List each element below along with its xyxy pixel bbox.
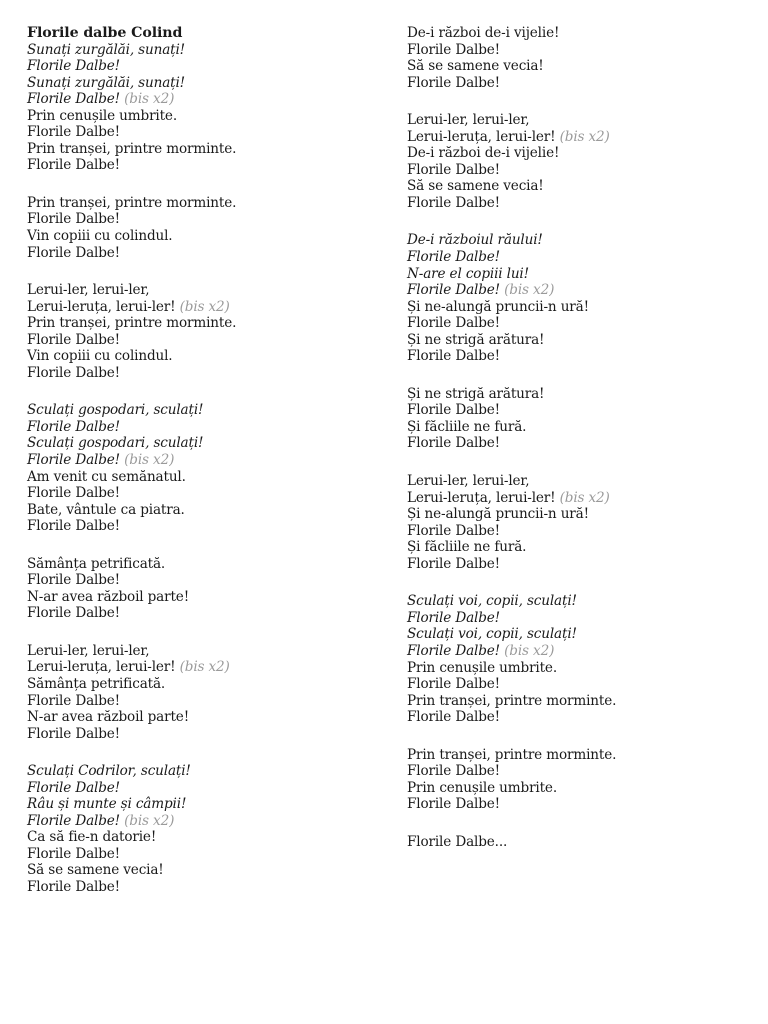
lyric-line [27,879,367,896]
lyric-text: Lerui-ler, lerui-ler, [407,112,530,129]
stanza [27,643,367,742]
lyric-text: Florile Dalbe! [27,211,120,228]
lyric-line [27,726,367,743]
lyric-text: Florile Dalbe... [407,833,508,850]
lyric-text: Florile Dalbe! [407,282,500,299]
lyric-text: Și făcliile ne fură. [407,539,527,556]
lyric-line [407,419,747,436]
lyric-text: Florile Dalbe! [407,402,500,419]
repeat-note: (bis x2) [179,298,230,315]
lyric-line [27,42,367,59]
lyric-text: Sculați Codrilor, sculați! [27,763,191,780]
stanza [27,556,367,622]
lyric-line [27,299,367,316]
lyric-text: Florile Dalbe! [27,364,120,381]
lyric-line [27,709,367,726]
lyric-text: Să se samene vecia! [27,862,164,879]
lyric-line [407,42,747,59]
lyric-line [27,228,367,245]
lyric-line [27,315,367,332]
stanza [407,747,747,813]
stanza [27,402,367,534]
lyric-text: Florile Dalbe! [27,518,120,535]
document-title: Florile dalbe Colind [27,25,183,41]
lyric-text: Și ne-alungă pruncii-n ură! [407,506,589,523]
lyric-text: Florile Dalbe! [27,485,120,502]
lyric-text: Florile Dalbe! [407,555,500,572]
lyric-text: Lerui-ler, lerui-ler, [27,282,150,299]
lyric-text: Să se samene vecia! [407,178,544,195]
stanza [407,593,747,725]
lyric-line [407,643,747,660]
lyric-text: Florile Dalbe! [407,435,500,452]
repeat-note: (bis x2) [504,642,555,659]
lyric-text: Florile Dalbe! [27,244,120,261]
lyric-line [27,108,367,125]
lyric-line [27,829,367,846]
lyric-line [407,332,747,349]
stanza [407,473,747,572]
lyric-text: Florile Dalbe! [27,91,120,108]
lyric-line [407,402,747,419]
repeat-note: (bis x2) [179,659,230,676]
lyric-line [27,348,367,365]
repeat-note: (bis x2) [504,282,555,299]
lyric-line [407,796,747,813]
lyric-line [407,145,747,162]
lyric-text: Florile Dalbe! [27,58,120,75]
lyric-text: De-i războiul răului! [407,232,543,249]
lyric-text: Florile Dalbe! [27,725,120,742]
lyric-text: Florile Dalbe! [407,41,500,58]
lyric-text: Prin cenușile umbrite. [407,659,557,676]
lyric-line [407,834,747,851]
lyric-text: Florile Dalbe! [407,609,500,626]
lyric-text: Florile Dalbe! [27,692,120,709]
lyric-line [407,162,747,179]
lyric-text: Sculați gospodari, sculați! [27,402,204,419]
lyric-text: Sămânța petrificată. [27,676,166,692]
lyric-line [407,435,747,452]
lyric-text: Florile Dalbe! [27,879,120,896]
lyric-line [407,386,747,403]
lyric-text: N-ar avea războil parte! [27,588,190,605]
lyric-text: N-ar avea războil parte! [27,709,190,726]
stanza [27,282,367,381]
lyric-line [27,518,367,535]
lyric-line [27,659,367,676]
lyric-line [27,862,367,879]
lyric-text: Florile Dalbe! [27,572,120,589]
lyric-text: Lerui-ler, lerui-ler, [407,473,530,490]
lyric-text: Florile Dalbe! [27,331,120,348]
lyric-text: Florile Dalbe! [27,157,120,174]
lyric-text: Și ne strigă arătura! [407,331,545,348]
repeat-note: (bis x2) [559,128,610,145]
lyric-line [407,75,747,92]
lyric-text: Prin tranșei, printre morminte. [407,692,617,709]
stanza [27,763,367,895]
lyric-line [27,211,367,228]
repeat-note: (bis x2) [124,91,175,108]
lyric-text: De-i război de-i vijelie! [407,25,560,41]
stanza-list [407,25,747,850]
lyric-line [27,282,367,299]
lyric-line [407,660,747,677]
lyric-line [27,780,367,797]
lyric-line [27,58,367,75]
lyric-line [407,610,747,627]
lyric-text: Florile Dalbe! [407,74,500,91]
lyric-text: Prin cenușile umbrite. [407,779,557,796]
lyric-line [27,141,367,158]
stanza [27,195,367,261]
lyric-line [407,232,747,249]
lyric-text: Am venit cu semănatul. [27,468,186,485]
lyric-text: Florile Dalbe! [407,315,500,332]
lyric-line [407,626,747,643]
lyric-text: Florile Dalbe! [407,249,500,266]
lyric-line [27,402,367,419]
lyric-line [407,25,747,42]
lyric-text: Florile Dalbe! [407,676,500,693]
lyrics-column-left [27,25,367,917]
repeat-note: (bis x2) [124,451,175,468]
lyric-text: N-are el copiii lui! [407,265,529,282]
stanza [27,42,367,174]
lyric-text: Florile Dalbe! [407,348,500,365]
lyric-line [27,589,367,606]
lyric-line [27,435,367,452]
lyric-text: Și ne strigă arătura! [407,385,545,402]
lyric-line [407,315,747,332]
lyric-line [407,539,747,556]
lyric-line [407,506,747,523]
lyric-line [407,693,747,710]
lyric-line [27,643,367,660]
lyric-text: Florile Dalbe! [27,812,120,829]
lyric-line [407,112,747,129]
lyric-text: Sunați zurgălăi, sunați! [27,74,185,91]
lyric-text: Florile Dalbe! [407,642,500,659]
lyric-text: Florile Dalbe! [27,418,120,435]
lyric-line [27,502,367,519]
lyric-text: Prin tranșei, printre morminte. [407,746,617,763]
lyric-line [407,58,747,75]
lyric-text: Florile Dalbe! [27,124,120,141]
lyric-text: Florile Dalbe! [407,709,500,726]
lyric-line [407,473,747,490]
stanza [407,232,747,364]
lyric-text: Florile Dalbe! [407,796,500,813]
lyric-text: Florile Dalbe! [407,161,500,178]
stanza [407,386,747,452]
lyric-line [407,747,747,764]
lyric-text: Lerui-ler, lerui-ler, [27,642,150,659]
lyric-line [27,157,367,174]
stanza [407,112,747,211]
lyric-text: Sunați zurgălăi, sunați! [27,41,185,58]
lyric-line [407,763,747,780]
lyric-text: Lerui-leruța, lerui-ler! [27,298,176,315]
lyric-line [27,846,367,863]
lyric-line [27,813,367,830]
lyric-line [407,195,747,212]
lyric-text: Lerui-leruța, lerui-ler! [407,489,556,506]
lyric-text: Vin copiii cu colindul. [27,227,173,244]
lyric-text: Sculați gospodari, sculați! [27,435,204,452]
stanza [407,25,747,91]
lyric-text: Să se samene vecia! [407,58,544,75]
lyric-line [27,91,367,108]
lyric-text: Sculați voi, copii, sculați! [407,593,577,610]
lyric-line [27,796,367,813]
lyric-line [27,419,367,436]
lyric-line [27,124,367,141]
lyric-text: Prin tranșei, printre morminte. [27,140,237,157]
lyric-line [407,490,747,507]
lyric-line [407,556,747,573]
lyric-text: Florile Dalbe! [27,845,120,862]
lyric-text: Lerui-leruța, lerui-ler! [27,659,176,676]
lyric-text: Ca să fie-n datorie! [27,829,157,846]
lyric-line [407,266,747,283]
lyric-text: Prin tranșei, printre morminte. [27,315,237,332]
lyric-text: Florile Dalbe! [407,763,500,780]
repeat-note: (bis x2) [124,812,175,829]
lyric-line [27,572,367,589]
lyric-text: Florile Dalbe! [27,779,120,796]
lyric-line [27,245,367,262]
lyric-line [27,605,367,622]
lyric-text: Florile Dalbe! [27,451,120,468]
lyric-text: Prin tranșei, printre morminte. [27,194,237,211]
lyric-text: Râu și munte și câmpii! [27,796,187,813]
lyric-line [407,780,747,797]
lyric-text: Sculați voi, copii, sculați! [407,626,577,643]
lyric-line [27,469,367,486]
lyric-text: Florile Dalbe! [407,522,500,539]
lyric-text: Bate, vântule ca piatra. [27,501,185,518]
lyric-text: Florile Dalbe! [27,605,120,622]
lyric-line [407,676,747,693]
lyric-line [27,485,367,502]
lyric-text: Sămânța petrificată. [27,555,166,572]
stanza-list [27,42,367,896]
lyric-text: De-i război de-i vijelie! [407,145,560,162]
lyric-line [27,332,367,349]
lyric-line [27,693,367,710]
lyric-line [407,299,747,316]
lyric-line [27,75,367,92]
lyric-line [27,365,367,382]
lyric-line [407,282,747,299]
lyric-line [407,129,747,146]
lyric-text: Lerui-leruța, lerui-ler! [407,128,556,145]
lyric-line [27,452,367,469]
lyric-line [407,593,747,610]
lyric-line [27,676,367,693]
lyric-line [407,523,747,540]
lyric-text: Florile Dalbe! [407,194,500,211]
lyric-line [27,763,367,780]
lyric-line [27,195,367,212]
lyric-text: Vin copiii cu colindul. [27,348,173,365]
lyric-line [407,178,747,195]
lyrics-column-right [407,25,747,871]
stanza [407,834,747,851]
lyric-line [407,249,747,266]
repeat-note: (bis x2) [559,489,610,506]
lyric-text: Și ne-alungă pruncii-n ură! [407,298,589,315]
lyric-text: Și făcliile ne fură. [407,418,527,435]
lyric-line [27,556,367,573]
lyric-line [407,709,747,726]
lyric-line [407,348,747,365]
lyric-text: Prin cenușile umbrite. [27,107,177,124]
